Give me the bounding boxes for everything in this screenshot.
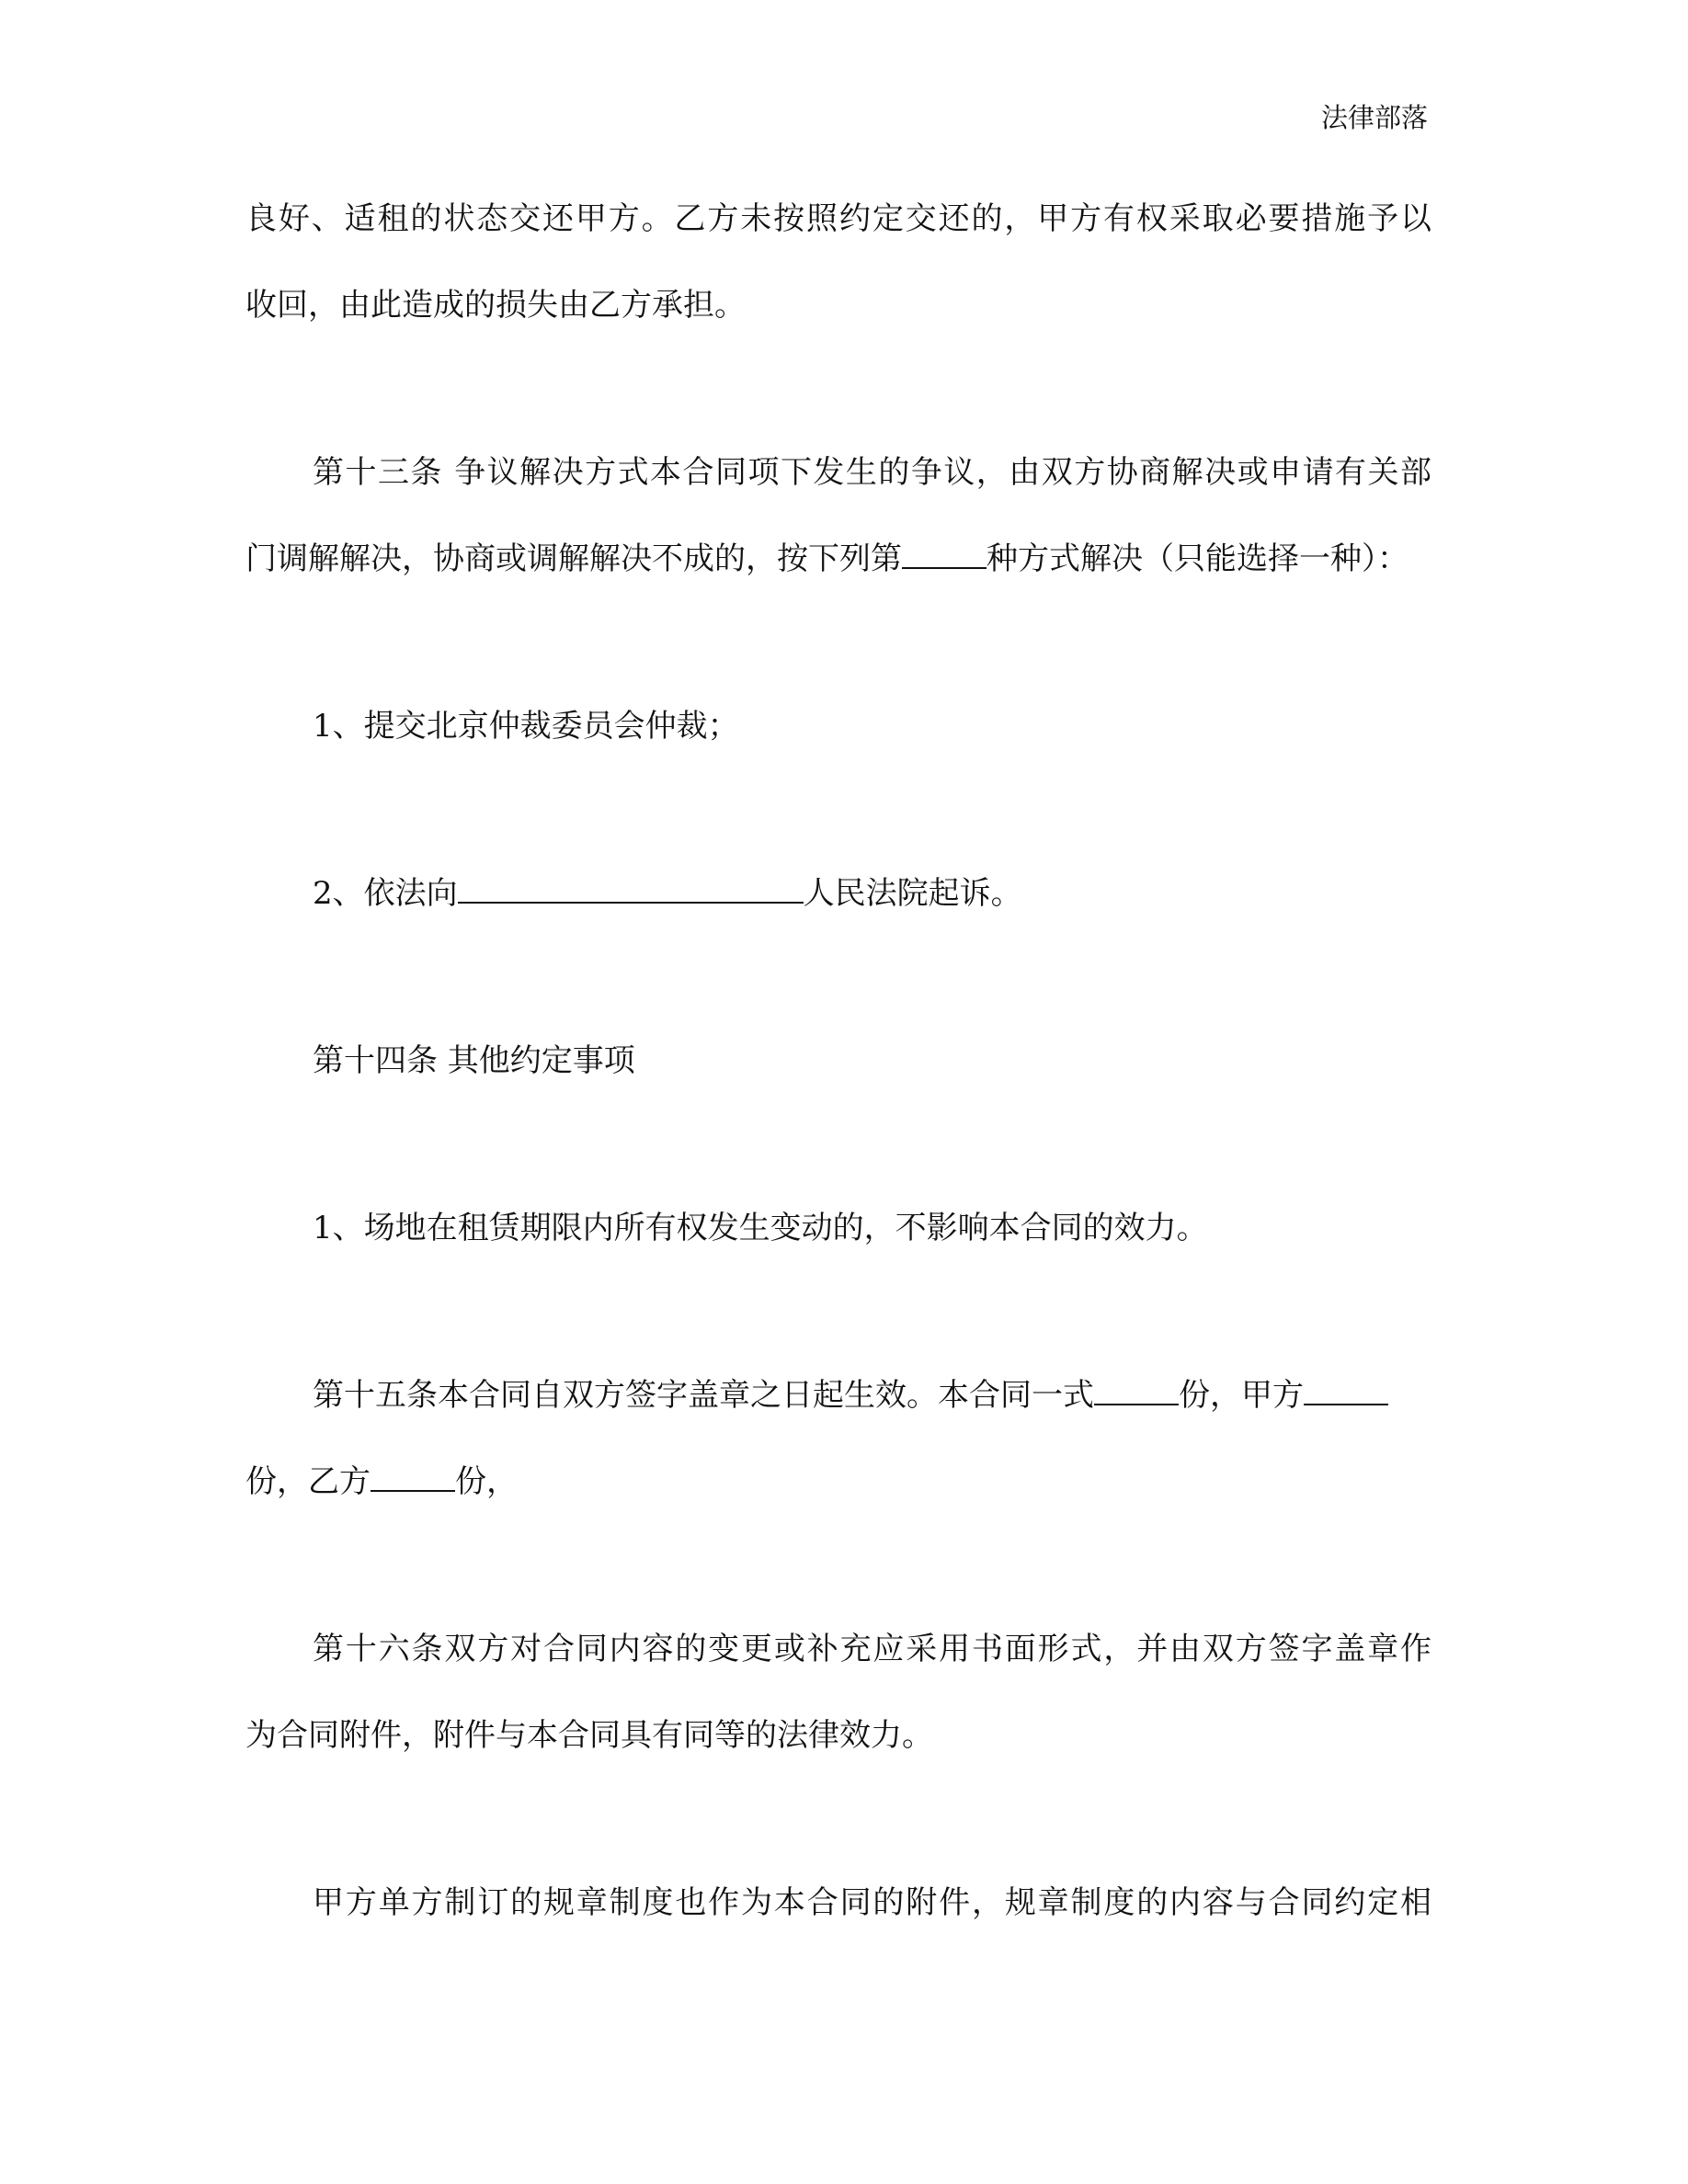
- paragraph-line: 甲方单方制订的规章制度也作为本合同的附件，规章制度的内容与合同约定相: [313, 1884, 1431, 1921]
- text-segment: 份，乙方: [245, 1463, 371, 1500]
- text-segment: 人民法院起诉。: [803, 875, 1022, 912]
- text-segment: 种方式解决（只能选择一种）：: [987, 540, 1409, 577]
- fill-blank[interactable]: [371, 1462, 455, 1492]
- fill-blank[interactable]: [458, 874, 804, 904]
- text-segment: 份，甲方: [1179, 1377, 1304, 1414]
- fill-blank[interactable]: [902, 540, 987, 569]
- article-15-line: [313, 1368, 1431, 1423]
- text-segment: 门调解解决，协商或调解解决不成的，按下列第: [245, 540, 902, 577]
- article-13-line-2: [245, 531, 1431, 586]
- text-segment: 份，: [455, 1463, 518, 1500]
- article-16-line-2: 为合同附件，附件与本合同具有同等的法律效力。: [245, 1717, 933, 1754]
- article-13-line: 第十三条 争议解决方式本合同项下发生的争议，由双方协商解决或申请有关部: [313, 454, 1431, 491]
- article-16-line: 第十六条双方对合同内容的变更或补充应采用书面形式，并由双方签字盖章作: [313, 1631, 1431, 1667]
- article-15-line-2: [245, 1454, 1431, 1509]
- header-brand: 法律部落: [1320, 102, 1428, 133]
- text-segment: 第十五条本合同自双方签字盖章之日起生效。本合同一式: [313, 1377, 1094, 1414]
- paragraph-line: 收回，由此造成的损失由乙方承担。: [245, 287, 746, 324]
- paragraph-line: 良好、适租的状态交还甲方。乙方未按照约定交还的，甲方有权采取必要措施予以: [245, 200, 1431, 237]
- text-segment: 2、依法向: [313, 875, 458, 912]
- list-item: [313, 866, 1431, 921]
- fill-blank[interactable]: [1094, 1376, 1179, 1405]
- fill-blank[interactable]: [1304, 1376, 1388, 1405]
- list-item: 1、场地在租赁期限内所有权发生变动的，不影响本合同的效力。: [313, 1210, 1208, 1246]
- article-heading: 第十四条 其他约定事项: [313, 1042, 635, 1079]
- list-item: 1、提交北京仲裁委员会仲裁；: [313, 708, 739, 745]
